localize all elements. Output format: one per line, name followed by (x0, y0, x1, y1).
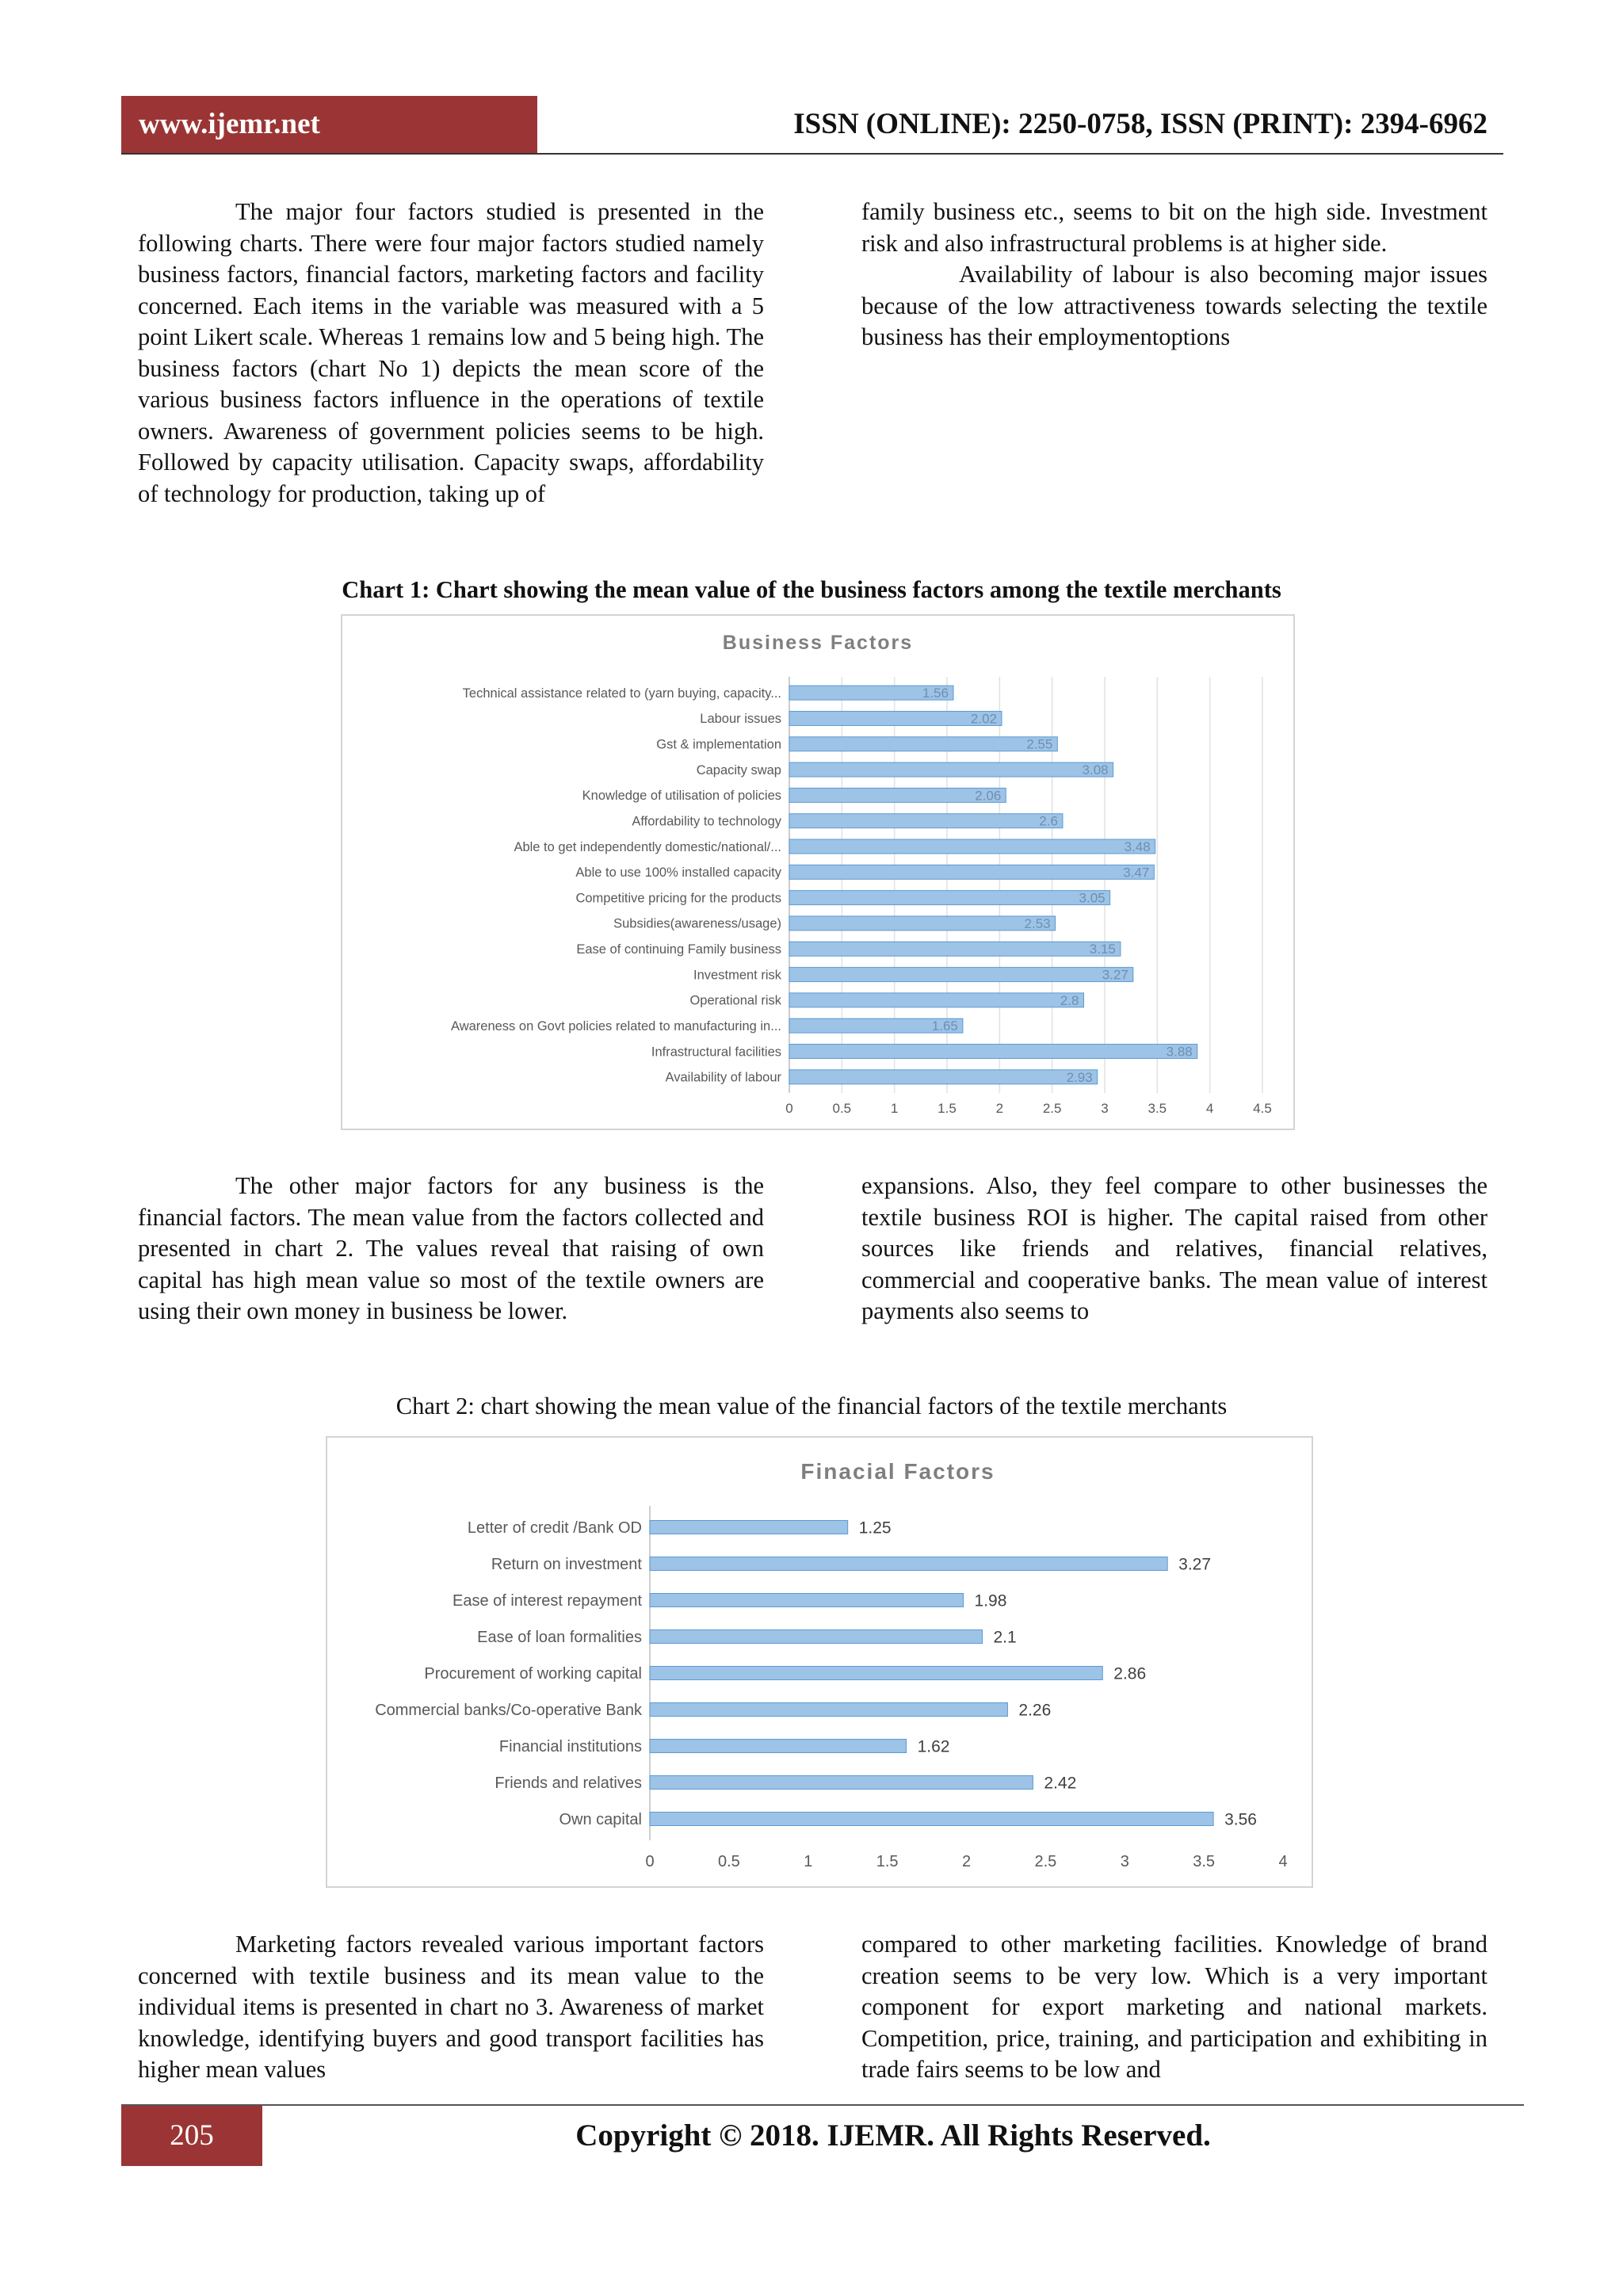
journal-site: www.ijemr.net (121, 96, 537, 153)
bar (789, 762, 1113, 777)
header-rule (121, 153, 1503, 155)
section3-right-paragraph: compared to other marketing facilities. Knowledge of brand creation seems to be very low. Which is a very important component for export marketing and national markets. Competition, price, training, and participation and exhibiting in trade fairs seems to be low and (861, 1931, 1487, 2083)
x-tick-label: 3.5 (1193, 1853, 1216, 1870)
bar (789, 891, 1110, 905)
bar (789, 788, 1006, 802)
bar-value-label: 3.48 (1124, 839, 1151, 854)
category-label: Affordability to technology (632, 814, 781, 829)
category-label: Letter of credit /Bank OD (467, 1519, 642, 1537)
category-label: Own capital (559, 1811, 642, 1828)
bar (789, 993, 1083, 1007)
bar (650, 1740, 907, 1753)
category-label: Commercial banks/Co-operative Bank (375, 1702, 642, 1719)
bar-value-label: 1.98 (974, 1591, 1007, 1610)
section2-right-paragraph: expansions. Also, they feel compare to other businesses the textile business ROI is higher. The capital raised from other sources like friends and relatives, financial relatives, commercial and cooperative banks. The mean value of interest payments also seems to (861, 1172, 1487, 1324)
x-tick-label: 0.5 (717, 1853, 740, 1870)
category-label: Competitive pricing for the products (575, 891, 781, 906)
bar-value-label: 2.26 (1018, 1701, 1052, 1720)
bar (650, 1703, 1007, 1717)
bar-value-label: 2.6 (1039, 813, 1058, 829)
section3-left-column (138, 1929, 764, 2086)
category-label: Investment risk (693, 968, 781, 983)
section1-right-paragraph-2: Availability of labour is also becoming major issues because of the low attractiveness towards selecting the textile business has their employmentoptions (861, 261, 1487, 350)
x-tick-label: 1.5 (876, 1853, 899, 1870)
section2-left-column (138, 1171, 764, 1328)
x-tick-label: 2.5 (1034, 1853, 1057, 1870)
bar (650, 1521, 848, 1534)
bar (789, 968, 1133, 982)
bar (789, 916, 1056, 930)
x-tick-label: 3 (1101, 1101, 1109, 1116)
bar-value-label: 1.62 (917, 1737, 950, 1756)
chart1-svg (342, 616, 1293, 1129)
bar-value-label: 1.65 (931, 1018, 958, 1034)
bar-value-label: 2.8 (1060, 992, 1079, 1008)
bar (789, 814, 1063, 828)
category-label: Capacity swap (696, 762, 781, 777)
section2-left-paragraph: The other major factors for any business is the financial factors. The mean value from the factors collected and presented in chart 2. The values reveal that raising of own capital has high mean value so most of the textile owners are using their own money in business be lower. (138, 1172, 764, 1324)
bar (789, 839, 1155, 854)
bar-value-label: 3.27 (1102, 967, 1128, 983)
x-tick-label: 2 (995, 1101, 1004, 1116)
category-label: Knowledge of utilisation of policies (582, 789, 781, 804)
issn-line: ISSN (ONLINE): 2250-0758, ISSN (PRINT): 2394-6962 (793, 108, 1487, 140)
bar (650, 1667, 1102, 1680)
category-label: Gst & implementation (656, 737, 781, 752)
bar (789, 942, 1121, 956)
category-label: Able to get independently domestic/national/... (514, 839, 781, 854)
category-label: Ease of interest repayment (452, 1592, 642, 1610)
x-tick-label: 3.5 (1148, 1101, 1167, 1116)
chart2-caption: Chart 2: chart showing the mean value of the financial factors of the textile merchants (395, 1392, 1228, 1419)
bar-value-label: 3.08 (1082, 762, 1109, 778)
category-label: Labour issues (700, 712, 781, 727)
category-label: Friends and relatives (495, 1775, 642, 1792)
bar (650, 1557, 1167, 1571)
category-label: Able to use 100% installed capacity (575, 865, 781, 881)
category-label: Technical assistance related to (yarn buying, capacity... (462, 686, 781, 701)
x-tick-label: 1 (804, 1853, 813, 1870)
section3-right-column (861, 1929, 1487, 2086)
bar-value-label: 3.27 (1178, 1555, 1212, 1574)
bar-value-label: 1.25 (858, 1519, 892, 1538)
bar-value-label: 2.53 (1024, 915, 1051, 931)
category-label: Awareness on Govt policies related to manufacturing in... (450, 1018, 781, 1033)
chart1-business-factors (341, 614, 1295, 1130)
category-label: Operational risk (689, 993, 781, 1008)
bar (789, 865, 1154, 879)
category-label: Subsidies(awareness/usage) (613, 916, 781, 931)
section3-left-paragraph: Marketing factors revealed various important factors concerned with textile business and its mean value to the individual items is presented in chart no 3. Awareness of market knowledge, identifying buyers and good transport facilities has higher mean values (138, 1931, 764, 2083)
x-tick-label: 0 (645, 1853, 655, 1870)
category-label: Financial institutions (498, 1738, 642, 1755)
bar-value-label: 3.88 (1166, 1044, 1193, 1060)
section1-left-paragraph: The major four factors studied is presented in the following charts. There were four major factors studied namely business factors, financial factors, marketing factors and facility concerned. Each items in the variable was measured with a 5 point Likert scale. Whereas 1 remains low and 5 being high. The business factors (chart No 1) depicts the mean score of the various business factors influence in the operations of textile owners. Awareness of government policies seems to be high. Followed by capacity utilisation. Capacity swaps, affordability of technology for production, taking up of (138, 198, 764, 507)
chart2-financial-factors (326, 1436, 1313, 1888)
bar (650, 1813, 1213, 1826)
bar-value-label: 2.86 (1113, 1664, 1147, 1683)
bar-value-label: 1.56 (922, 686, 949, 701)
category-label: Return on investment (491, 1556, 642, 1573)
chart-title: Business Factors (722, 632, 914, 654)
chart2-svg (327, 1438, 1312, 1886)
bar-value-label: 3.47 (1123, 865, 1150, 881)
section1-right-column (861, 197, 1487, 353)
section2-right-column (861, 1171, 1487, 1328)
x-tick-label: 1 (890, 1101, 899, 1116)
page-number: 205 (121, 2106, 262, 2166)
bar-value-label: 2.1 (993, 1628, 1017, 1647)
x-tick-label: 3 (1120, 1853, 1129, 1870)
copyright-notice: Copyright © 2018. IJEMR. All Rights Reserved. (575, 2118, 1211, 2153)
bar (789, 711, 1002, 725)
section1-right-paragraph-1: family business etc., seems to bit on the high side. Investment risk and also infrastructural problems is at higher side. (861, 198, 1487, 257)
bar-value-label: 2.55 (1026, 736, 1053, 752)
bar-value-label: 3.15 (1089, 942, 1116, 957)
category-label: Infrastructural facilities (651, 1045, 781, 1060)
x-tick-label: 4 (1205, 1101, 1214, 1116)
bar-value-label: 3.56 (1224, 1810, 1257, 1829)
bar-value-label: 2.93 (1066, 1069, 1093, 1085)
bar (650, 1630, 982, 1644)
bar-value-label: 2.02 (970, 711, 997, 727)
bar (789, 1070, 1098, 1084)
bar (650, 1594, 964, 1607)
chart1-caption: Chart 1: Chart showing the mean value of the business factors among the textile merchants (342, 576, 1281, 603)
x-tick-label: 0.5 (832, 1101, 852, 1116)
bar (789, 737, 1057, 751)
category-label: Availability of labour (665, 1070, 781, 1085)
category-label: Ease of loan formalities (477, 1629, 642, 1646)
bar-value-label: 2.06 (975, 788, 1002, 804)
bar (789, 1045, 1197, 1059)
section1-left-column (138, 197, 764, 510)
x-tick-label: 2.5 (1042, 1101, 1062, 1116)
bar (650, 1776, 1033, 1790)
x-tick-label: 2 (961, 1853, 972, 1870)
x-tick-label: 1.5 (938, 1101, 957, 1116)
x-tick-label: 0 (785, 1101, 793, 1116)
bar-value-label: 2.42 (1044, 1774, 1077, 1793)
x-tick-label: 4 (1278, 1853, 1288, 1870)
bar-value-label: 3.05 (1079, 890, 1106, 906)
chart-title: Finacial Factors (800, 1459, 995, 1484)
category-label: Procurement of working capital (424, 1665, 642, 1683)
category-label: Ease of continuing Family business (576, 942, 781, 957)
x-tick-label: 4.5 (1253, 1101, 1272, 1116)
